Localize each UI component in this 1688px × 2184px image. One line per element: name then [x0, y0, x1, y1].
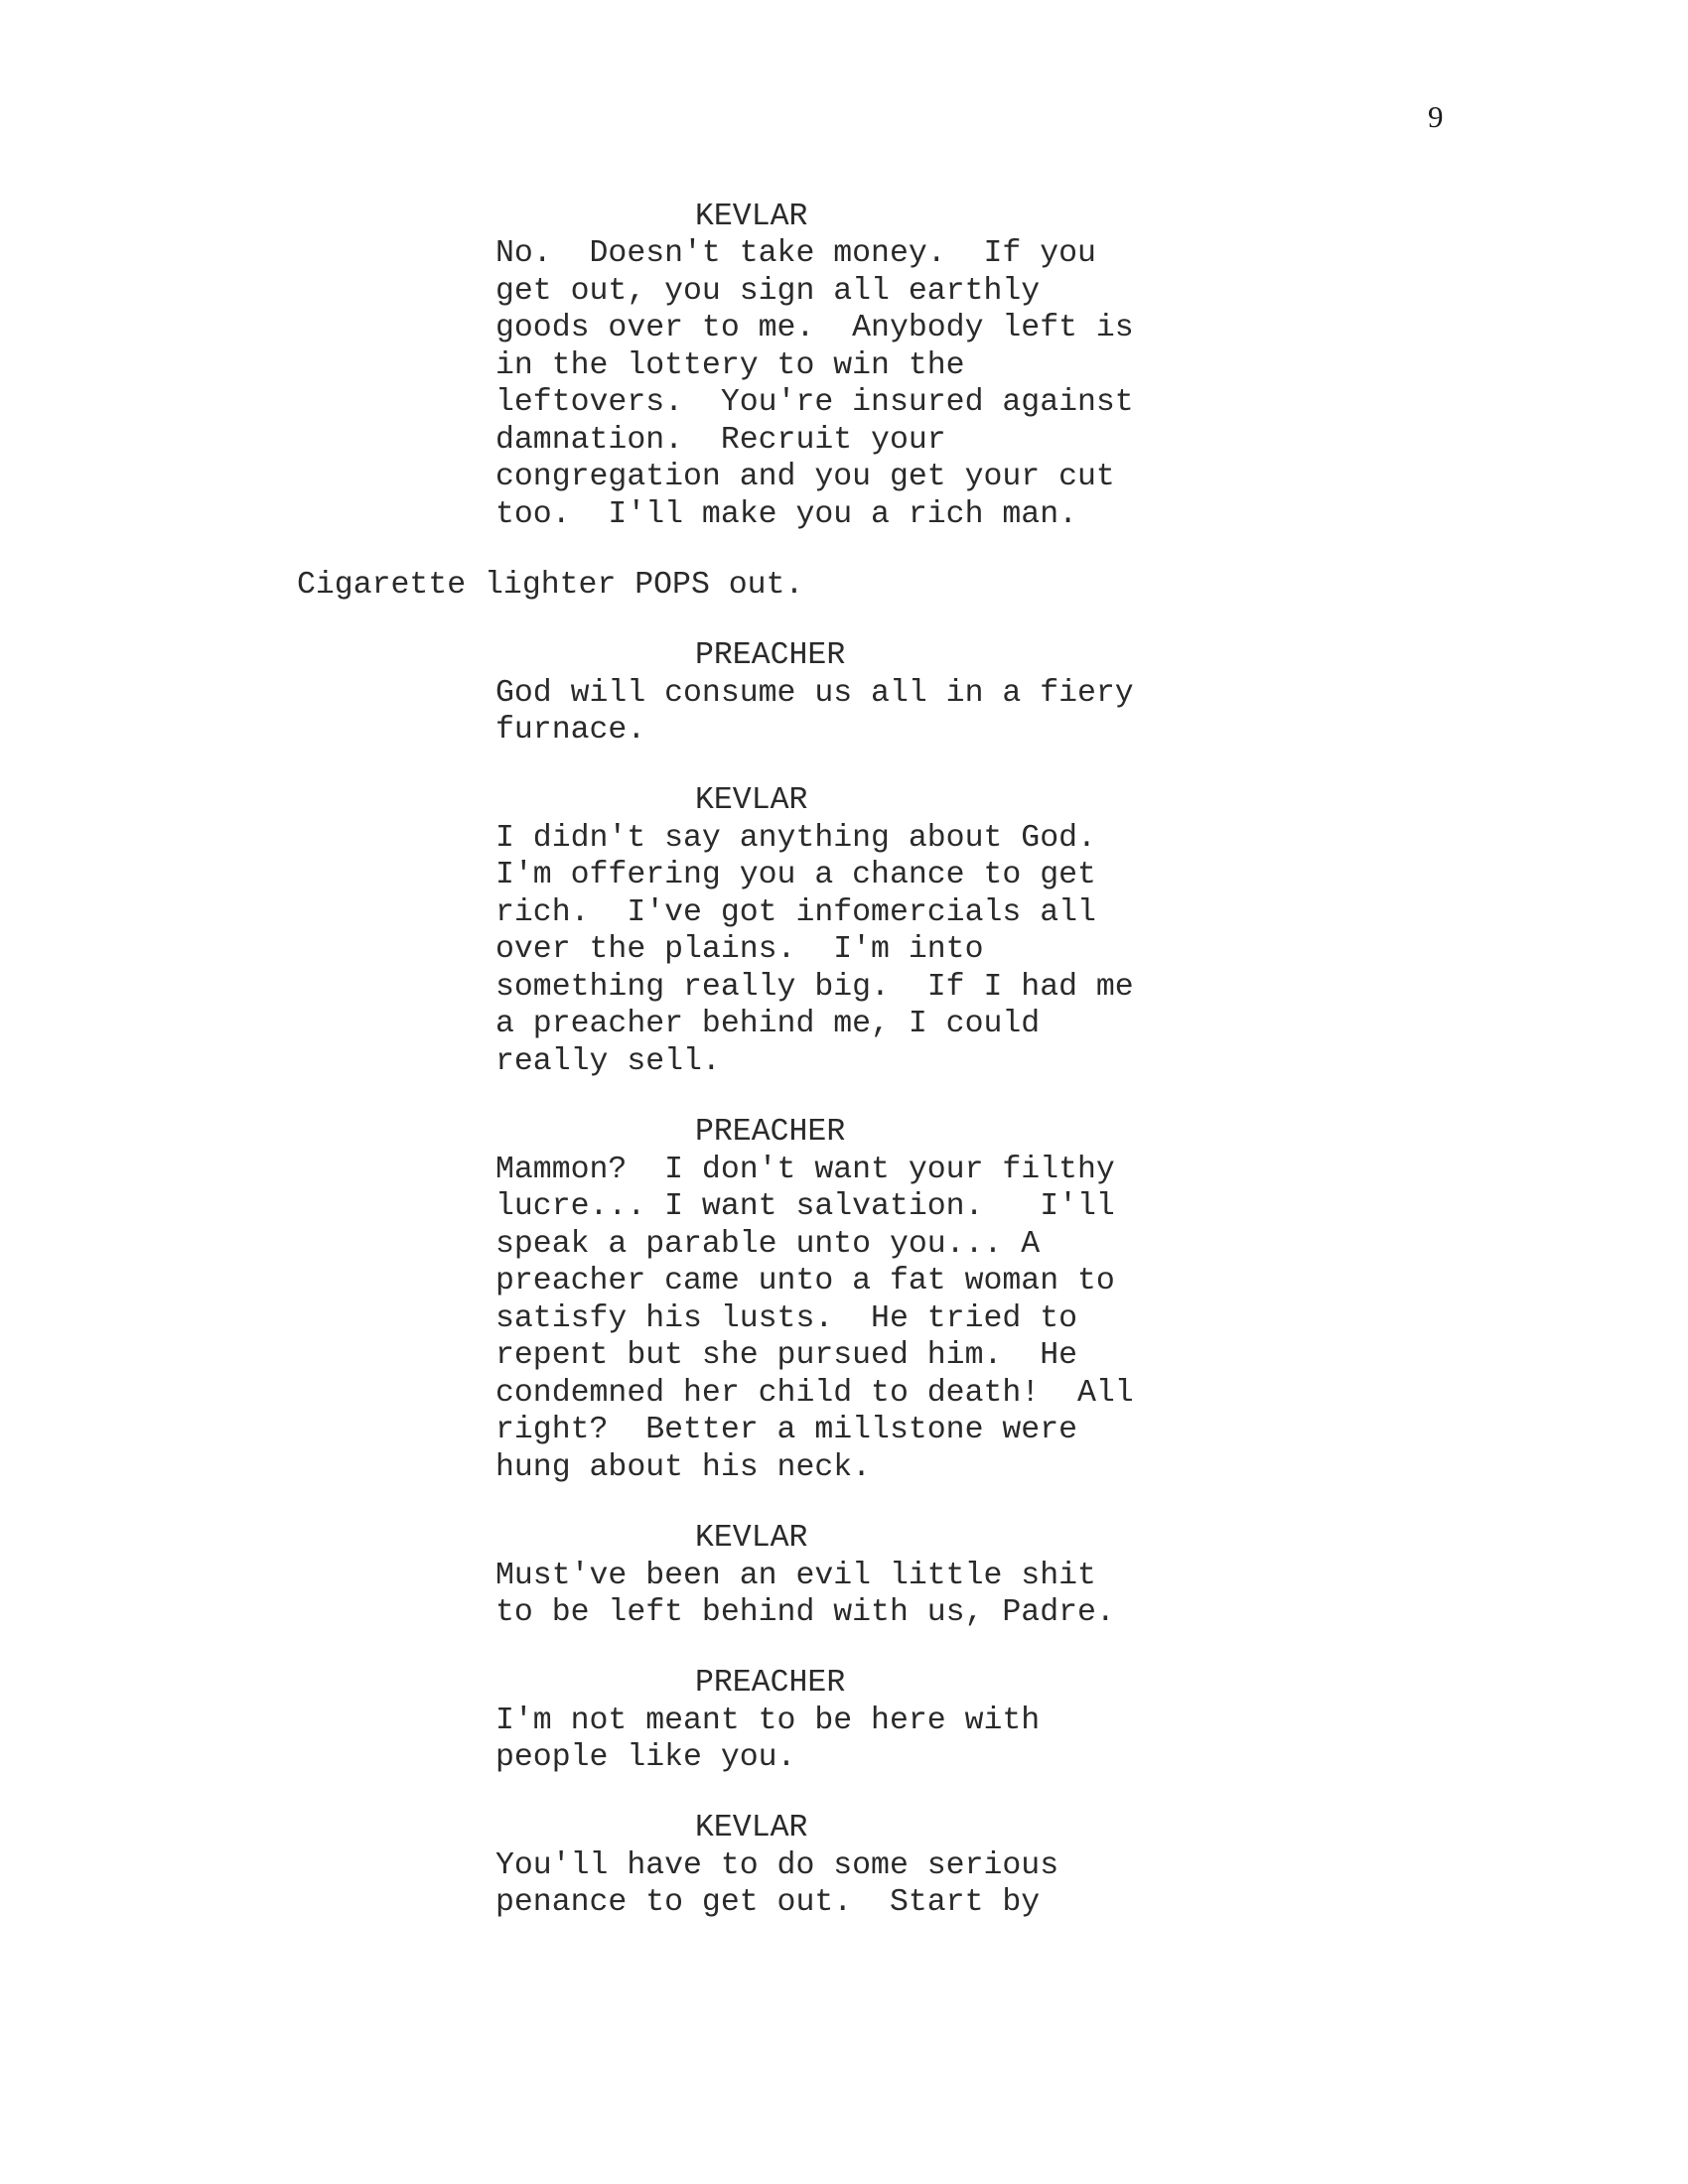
dialogue-line: in the lottery to win the: [495, 348, 965, 383]
dialogue-line: right? Better a millstone were: [495, 1413, 1077, 1447]
dialogue-line: Must've been an evil little shit: [495, 1559, 1096, 1593]
dialogue-line: I didn't say anything about God.: [495, 821, 1096, 856]
dialogue-line: No. Doesn't take money. If you: [495, 236, 1096, 271]
dialogue-line: speak a parable unto you... A: [495, 1227, 1041, 1262]
dialogue-line: to be left behind with us, Padre.: [495, 1595, 1115, 1630]
dialogue-line: people like you.: [495, 1740, 796, 1775]
dialogue-line: rich. I've got infomercials all: [495, 895, 1096, 930]
dialogue-line: really sell.: [495, 1044, 721, 1079]
dialogue-line: too. I'll make you a rich man.: [495, 497, 1077, 532]
character-name: PREACHER: [695, 1115, 846, 1150]
dialogue-line: over the plains. I'm into: [495, 932, 984, 967]
dialogue-line: lucre... I want salvation. I'll: [495, 1189, 1115, 1224]
dialogue-line: get out, you sign all earthly: [495, 274, 1041, 309]
dialogue-line: congregation and you get your cut: [495, 460, 1115, 494]
character-name: KEVLAR: [695, 1811, 808, 1845]
character-name: PREACHER: [695, 638, 846, 673]
character-name: KEVLAR: [695, 200, 808, 234]
dialogue-line: I'm not meant to be here with: [495, 1704, 1041, 1738]
dialogue-line: Mammon? I don't want your filthy: [495, 1153, 1115, 1187]
dialogue-line: something really big. If I had me: [495, 970, 1134, 1005]
dialogue-line: repent but she pursued him. He: [495, 1338, 1077, 1373]
dialogue-line: God will consume us all in a fiery: [495, 676, 1134, 711]
dialogue-line: a preacher behind me, I could: [495, 1007, 1041, 1041]
character-name: PREACHER: [695, 1666, 846, 1701]
dialogue-line: condemned her child to death! All: [495, 1376, 1134, 1411]
page-number: 9: [1428, 99, 1444, 134]
character-name: KEVLAR: [695, 783, 808, 818]
dialogue-line: satisfy his lusts. He tried to: [495, 1301, 1077, 1336]
dialogue-line: furnace.: [495, 713, 646, 748]
dialogue-line: goods over to me. Anybody left is: [495, 311, 1134, 345]
character-name: KEVLAR: [695, 1521, 808, 1556]
dialogue-line: You'll have to do some serious: [495, 1848, 1059, 1883]
dialogue-line: hung about his neck.: [495, 1450, 872, 1485]
dialogue-line: preacher came unto a fat woman to: [495, 1264, 1115, 1298]
dialogue-line: I'm offering you a chance to get: [495, 858, 1096, 892]
dialogue-line: leftovers. You're insured against: [495, 385, 1134, 420]
dialogue-line: penance to get out. Start by: [495, 1885, 1041, 1920]
action-line: Cigarette lighter POPS out.: [297, 568, 804, 603]
dialogue-line: damnation. Recruit your: [495, 423, 946, 458]
